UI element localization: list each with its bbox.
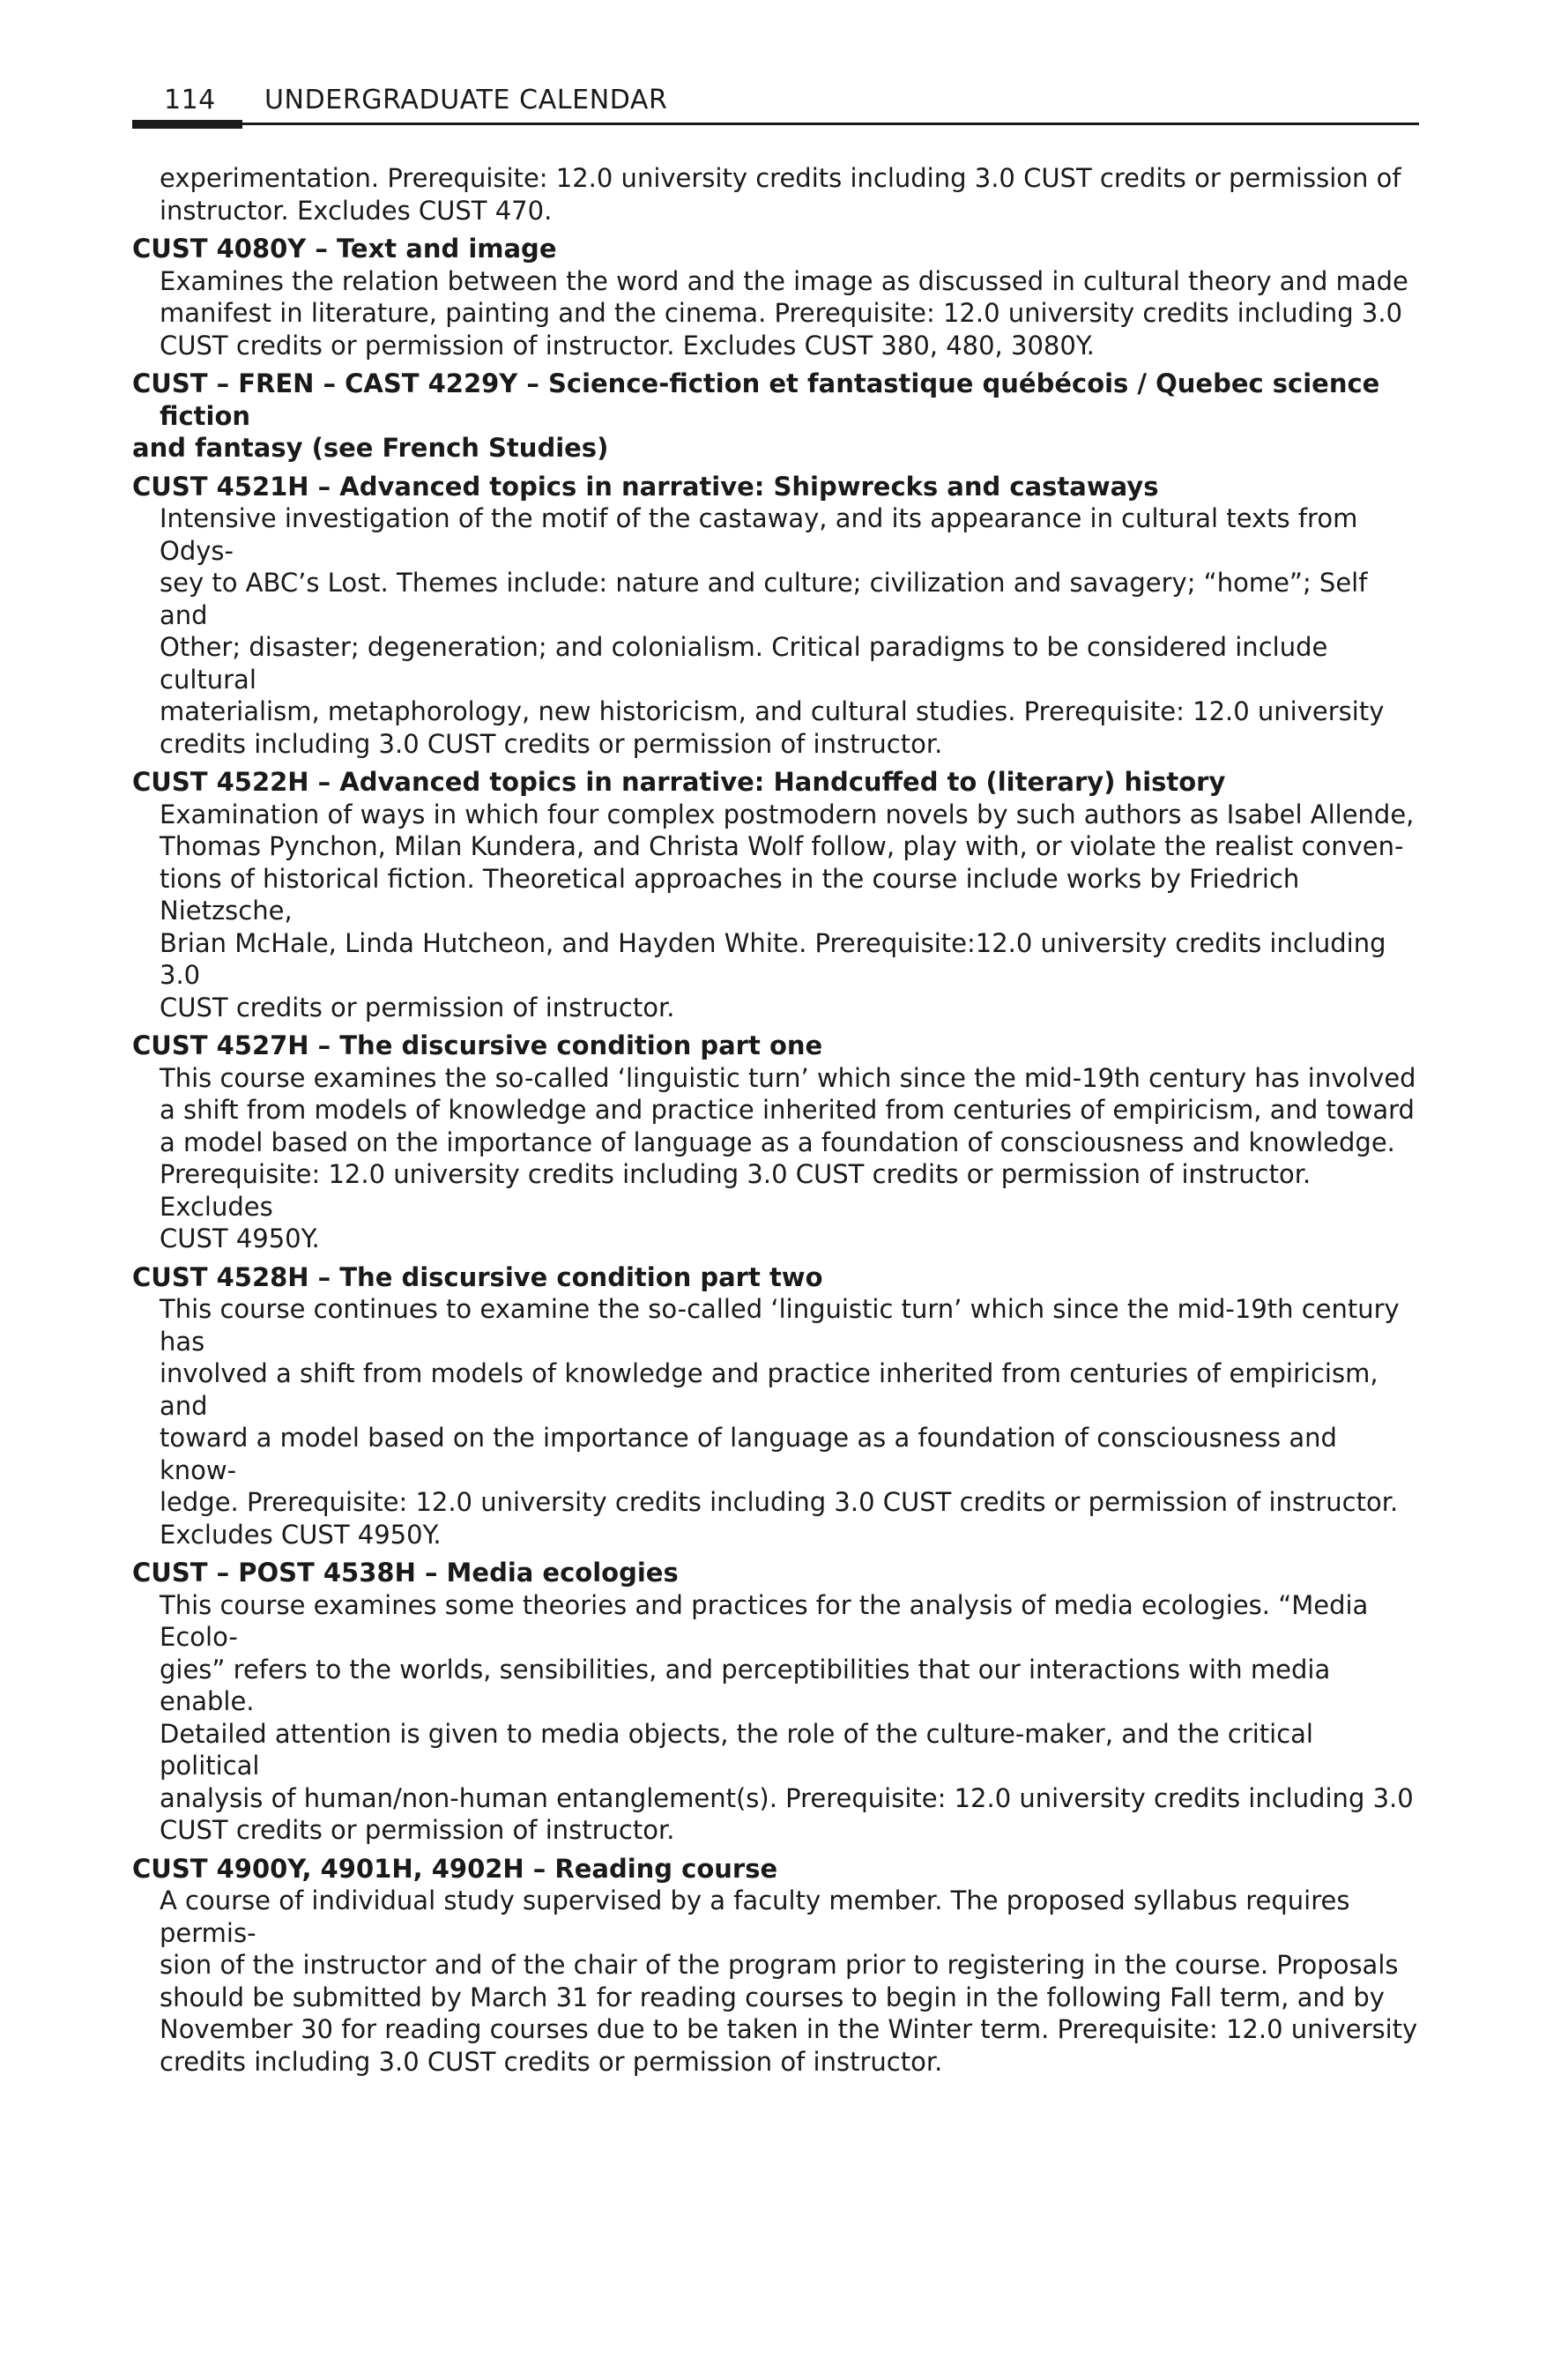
- course-entry-cust-4229y: [132, 368, 1419, 465]
- heading-line: CUST 4521H – Advanced topics in narrative: Shipwrecks and castaways: [132, 471, 1159, 502]
- description-line: instructor. Excludes CUST 470.: [160, 195, 553, 226]
- description-line: Detailed attention is given to media objects, the role of the culture-maker, and the critical political: [160, 1718, 1313, 1781]
- course-heading: [132, 766, 1419, 799]
- running-title: UNDERGRADUATE CALENDAR: [264, 85, 668, 115]
- description-line: This course examines some theories and practices for the analysis of media ecologies. “Media Ecolo-: [160, 1589, 1369, 1652]
- description-line: Intensive investigation of the motif of the castaway, and its appearance in cultural texts from Odys-: [160, 503, 1358, 566]
- course-listing: [132, 162, 1419, 2084]
- description-line: CUST credits or permission of instructor.: [160, 992, 675, 1023]
- course-entry-cust-4080y: [132, 233, 1419, 361]
- description-line: November 30 for reading courses due to be taken in the Winter term. Prerequisite: 12.0 university: [160, 2014, 1418, 2044]
- description-line: manifest in literature, painting and the cinema. Prerequisite: 12.0 university credits including 3.0: [160, 298, 1403, 328]
- course-description: [132, 799, 1419, 1024]
- description-line: toward a model based on the importance of language as a foundation of consciousness and know-: [160, 1423, 1337, 1485]
- description-line: should be submitted by March 31 for reading courses to begin in the following Fall term, and by: [160, 1982, 1385, 2012]
- course-entry-cust-4527h: [132, 1030, 1419, 1255]
- course-heading: [132, 1261, 1419, 1294]
- description-line: sion of the instructor and of the chair of the program prior to registering in the course. Proposals: [160, 1950, 1399, 1980]
- course-entry-cust-4900y: [132, 1853, 1419, 2079]
- course-heading: [132, 471, 1419, 503]
- course-heading: [132, 233, 1419, 265]
- description-line: Thomas Pynchon, Milan Kundera, and Christa Wolf follow, play with, or violate the realist conven-: [160, 831, 1404, 861]
- course-description: [132, 1589, 1419, 1847]
- course-entry-cust-4528h: [132, 1261, 1419, 1551]
- description-line: credits including 3.0 CUST credits or permission of instructor.: [160, 728, 943, 759]
- heading-line: and fantasy (see French Studies): [132, 433, 609, 463]
- description-line: a shift from models of knowledge and practice inherited from centuries of empiricism, and toward: [160, 1095, 1415, 1125]
- description-line: tions of historical fiction. Theoretical approaches in the course include works by Friedrich Nietzsche,: [160, 863, 1300, 926]
- course-entry-cust-4538h: [132, 1557, 1419, 1847]
- description-line: CUST 4950Y.: [160, 1223, 320, 1253]
- heading-line: CUST 4900Y, 4901H, 4902H – Reading course: [132, 1853, 778, 1884]
- course-heading: [132, 1853, 1419, 1885]
- heading-line: CUST – FREN – CAST 4229Y – Science-fiction et fantastique québécois / Quebec science fiction: [132, 368, 1380, 431]
- course-description: [132, 265, 1419, 362]
- course-description: [132, 1293, 1419, 1551]
- description-line: analysis of human/non-human entanglement(s). Prerequisite: 12.0 university credits including 3.0: [160, 1782, 1414, 1813]
- header-rule-accent: [132, 120, 242, 129]
- course-entry-cust-4522h: [132, 766, 1419, 1023]
- heading-line: CUST – POST 4538H – Media ecologies: [132, 1558, 679, 1588]
- description-line: This course examines the so-called ‘linguistic turn’ which since the mid-19th century has involved: [160, 1062, 1416, 1093]
- description-line: Excludes CUST 4950Y.: [160, 1519, 442, 1550]
- description-line: a model based on the importance of language as a foundation of consciousness and knowledge.: [160, 1127, 1395, 1157]
- description-line: materialism, metaphorology, new historicism, and cultural studies. Prerequisite: 12.0 university: [160, 696, 1385, 726]
- course-description: [132, 502, 1419, 760]
- description-line: A course of individual study supervised by a faculty member. The proposed syllabus requires permis-: [160, 1885, 1350, 1948]
- course-heading: [132, 368, 1419, 465]
- course-description: [132, 1885, 1419, 2078]
- course-description: [132, 1062, 1419, 1255]
- continued-description: [132, 162, 1419, 227]
- description-line: Brian McHale, Linda Hutcheon, and Hayden White. Prerequisite:12.0 university credits including 3.0: [160, 927, 1386, 990]
- course-entry-cust-4521h: [132, 471, 1419, 761]
- course-heading: [132, 1557, 1419, 1589]
- description-line: involved a shift from models of knowledge and practice inherited from centuries of empiricism, and: [160, 1358, 1378, 1421]
- description-line: gies” refers to the worlds, sensibilities, and perceptibilities that our interactions with media enable.: [160, 1654, 1331, 1716]
- header-rule: [132, 123, 1419, 125]
- description-line: Examines the relation between the word and the image as discussed in cultural theory and made: [160, 265, 1408, 296]
- heading-line: CUST 4528H – The discursive condition part two: [132, 1261, 823, 1292]
- description-line: sey to ABC’s Lost. Themes include: nature and culture; civilization and savagery; “home”; Self and: [160, 568, 1368, 630]
- description-line: CUST credits or permission of instructor. Excludes CUST 380, 480, 3080Y.: [160, 330, 1095, 361]
- heading-line: CUST 4527H – The discursive condition part one: [132, 1030, 823, 1060]
- heading-line: CUST 4522H – Advanced topics in narrative: Handcuffed to (literary) history: [132, 767, 1226, 797]
- description-line: Prerequisite: 12.0 university credits including 3.0 CUST credits or permission of instructor. Excludes: [160, 1159, 1312, 1222]
- description-line: This course continues to examine the so-called ‘linguistic turn’ which since the mid-19th century has: [160, 1294, 1400, 1357]
- description-line: ledge. Prerequisite: 12.0 university credits including 3.0 CUST credits or permission of instructor.: [160, 1487, 1399, 1517]
- course-heading: [132, 1030, 1419, 1062]
- heading-line: CUST 4080Y – Text and image: [132, 234, 557, 264]
- description-line: Other; disaster; degeneration; and colonialism. Critical paradigms to be considered include cultural: [160, 632, 1328, 695]
- description-line: experimentation. Prerequisite: 12.0 university credits including 3.0 CUST credits or permission of: [160, 163, 1401, 193]
- running-head: [132, 81, 1419, 127]
- page-number: 114: [164, 85, 216, 115]
- description-line: Examination of ways in which four complex postmodern novels by such authors as Isabel Allende,: [160, 799, 1415, 829]
- description-line: credits including 3.0 CUST credits or permission of instructor.: [160, 2046, 943, 2077]
- description-line: CUST credits or permission of instructor.: [160, 1815, 675, 1845]
